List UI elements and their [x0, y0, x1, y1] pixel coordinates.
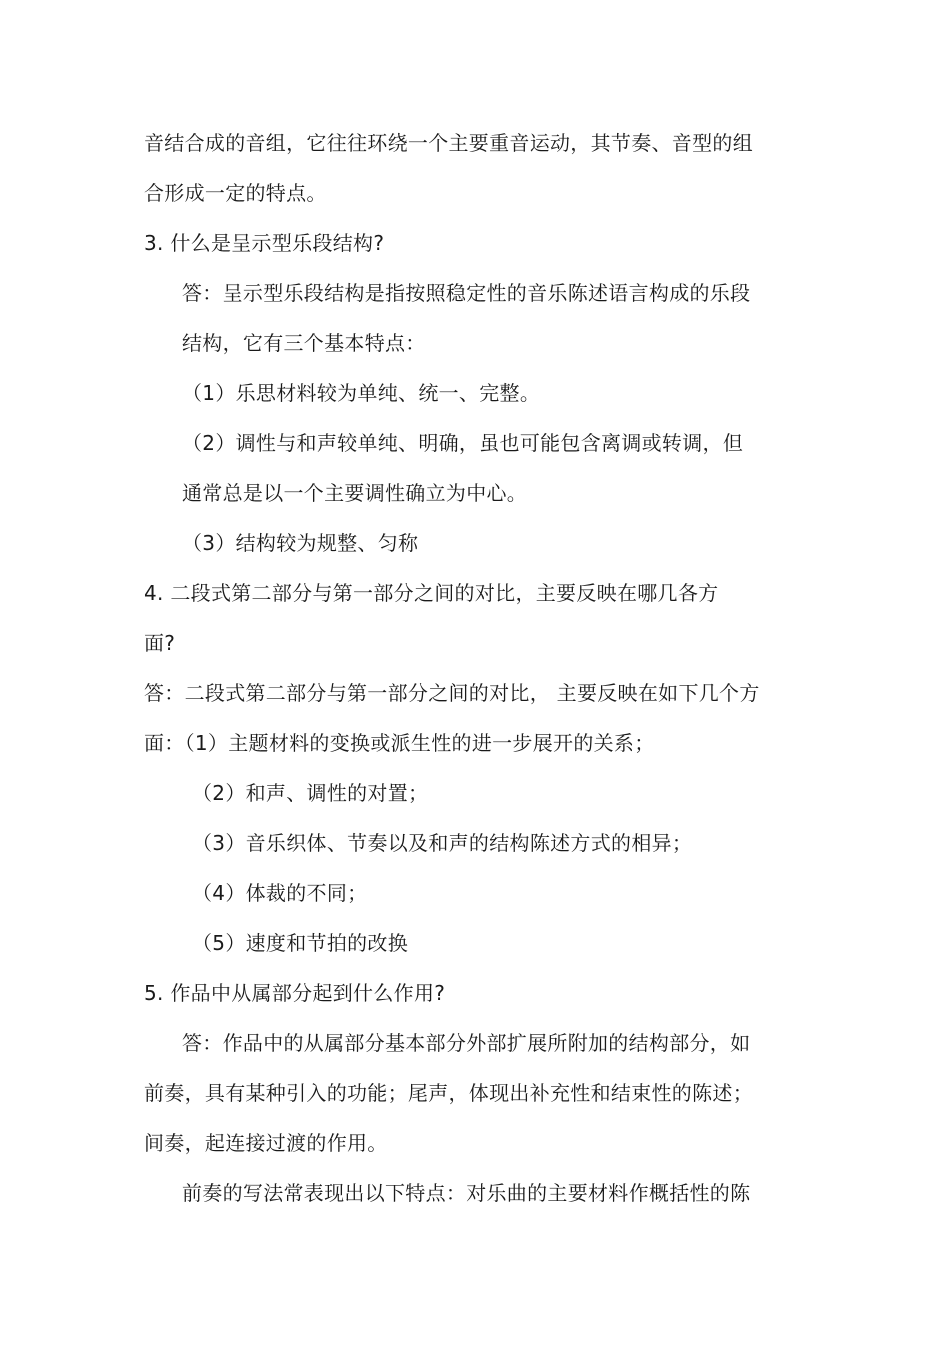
text-line: 间奏，起连接过渡的作用。: [144, 1131, 388, 1155]
list-item: （1）乐思材料较为单纯、统一、完整。: [182, 381, 541, 405]
question-heading: 4. 二段式第二部分与第一部分之间的对比，主要反映在哪几各方: [144, 581, 719, 605]
text-line: 面：（1）主题材料的变换或派生性的进一步展开的关系；: [144, 731, 655, 755]
answer-line: 答：呈示型乐段结构是指按照稳定性的音乐陈述语言构成的乐段: [182, 281, 751, 305]
list-item: （3）音乐织体、节奏以及和声的结构陈述方式的相异；: [192, 831, 693, 855]
text-line: 结构，它有三个基本特点：: [182, 331, 426, 355]
text-line: 面?: [144, 631, 176, 655]
list-item: （3）结构较为规整、匀称: [182, 531, 419, 555]
question-heading: 5. 作品中从属部分起到什么作用?: [144, 981, 446, 1005]
text-line: 通常总是以一个主要调性确立为中心。: [182, 481, 528, 505]
text-line: 音结合成的音组，它往往环绕一个主要重音运动，其节奏、音型的组: [144, 131, 753, 155]
answer-line: 答：作品中的从属部分基本部分外部扩展所附加的结构部分，如: [182, 1031, 751, 1055]
text-line: 前奏，具有某种引入的功能；尾声，体现出补充性和结束性的陈述；: [144, 1081, 753, 1105]
list-item: （2）和声、调性的对置；: [192, 781, 429, 805]
list-item: （4）体裁的不同；: [192, 881, 368, 905]
list-item: （2）调性与和声较单纯、明确，虽也可能包含离调或转调，但: [182, 431, 744, 455]
list-item: （5）速度和节拍的改换: [192, 931, 409, 955]
answer-line: 答：二段式第二部分与第一部分之间的对比， 主要反映在如下几个方: [144, 681, 760, 705]
text-line: 前奏的写法常表现出以下特点：对乐曲的主要材料作概括性的陈: [182, 1181, 751, 1205]
question-heading: 3. 什么是呈示型乐段结构?: [144, 231, 385, 255]
text-line: 合形成一定的特点。: [144, 181, 327, 205]
